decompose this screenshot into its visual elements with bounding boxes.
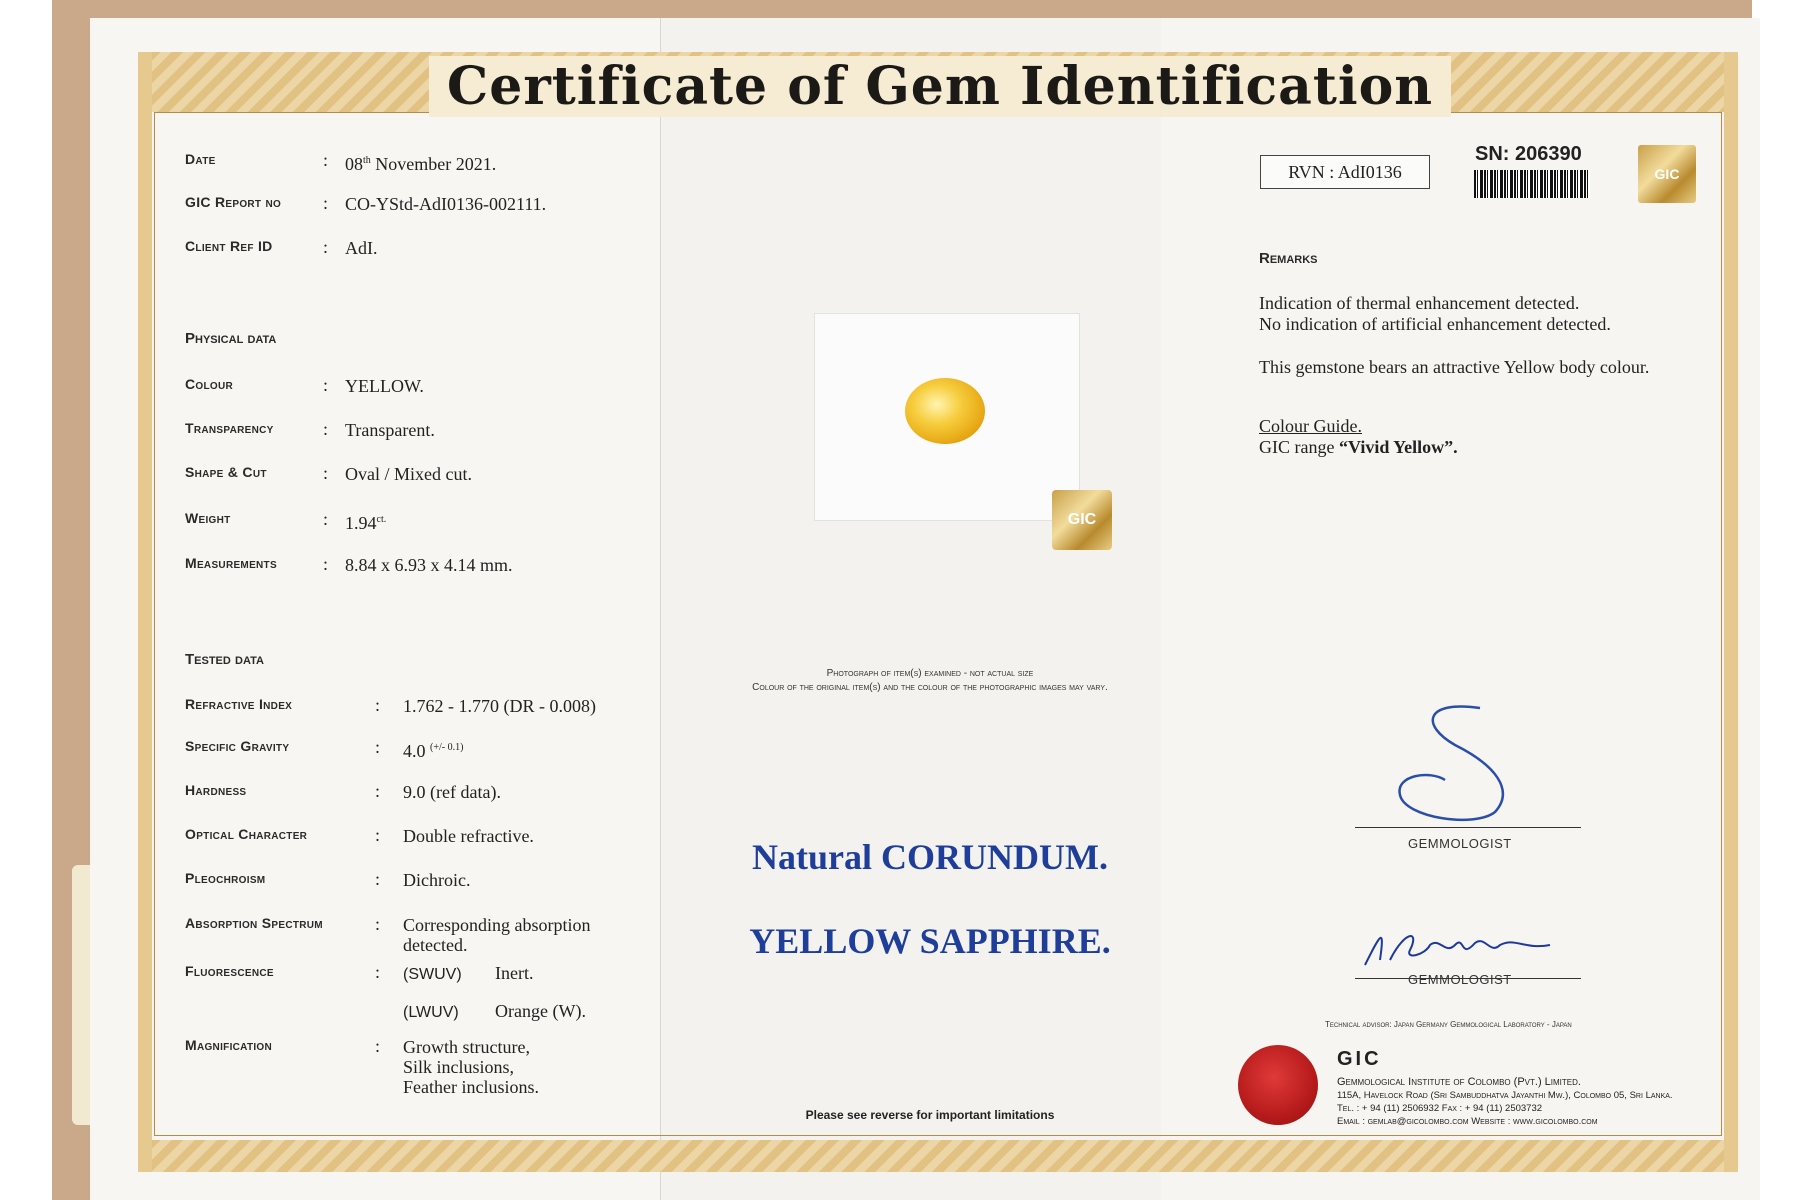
remark-artificial: No indication of artificial enhancement detected. [1259,314,1611,334]
weight-number: 1.94 [345,513,377,533]
sg-label: Specific Gravity [185,738,290,754]
sg-value [403,738,463,761]
colon: : [375,914,381,934]
lw-label: (LWUV) [403,1004,459,1021]
fluorescence-value [403,963,586,1023]
signature-2 [1350,915,1580,980]
sw-value: Inert. [495,963,534,983]
absorption-label: Absorption Spectrum [185,915,323,931]
colour-value: YELLOW. [345,376,424,396]
sg-row [185,738,463,761]
technical-advisor: Technical advisor: Japan Germany Gemmological Laboratory - Japan [1325,1020,1572,1029]
client-row [185,238,378,258]
barcode-icon [1474,170,1590,198]
remark-colour: This gemstone bears an attractive Yellow body colour. [1259,357,1650,377]
sg-number: 4.0 [403,741,426,761]
hardness-value: 9.0 (ref data). [403,782,501,802]
colour-row [185,376,424,396]
ri-row [185,696,596,716]
magnification-line2: Silk inclusions, [403,1057,515,1077]
weight-unit: ct. [376,514,387,525]
gic-hologram-icon: GIC [1638,145,1696,203]
result-species: Natural CORUNDUM. [752,837,1108,877]
date-rest: November 2021. [370,154,497,174]
transparency-label: Transparency [185,420,274,436]
colon: : [323,419,329,439]
result-variety: YELLOW SAPPHIRE. [749,921,1111,961]
ri-value: 1.762 - 1.770 (DR - 0.008) [403,696,596,716]
absorption-value [403,915,590,955]
date-day: 08 [345,154,363,174]
photo-caption-line1: Photograph of item(s) examined - not actual size [826,668,1034,679]
report-label: GIC Report no [185,194,282,210]
tested-heading: Tested data [185,651,264,668]
absorption-line2: detected. [403,935,468,955]
pleochroism-row [185,870,470,890]
colon: : [375,1036,381,1056]
yellow-sapphire-image [905,378,985,444]
colon: : [323,463,329,483]
colon: : [375,695,381,715]
transparency-value: Transparent. [345,420,435,440]
hardness-label: Hardness [185,782,247,798]
optical-row [185,826,534,846]
absorption-row [185,915,590,955]
weight-label: Weight [185,510,231,526]
date-label: Date [185,151,216,167]
magnification-row [185,1037,539,1097]
optical-label: Optical Character [185,826,308,842]
colon: : [323,193,329,213]
magnification-value [403,1037,539,1097]
gic-range [1259,437,1669,458]
transparency-row [185,420,435,440]
gic-logo-text: GIC [1337,1048,1382,1070]
pleochroism-label: Pleochroism [185,870,266,886]
client-value: AdI. [345,238,378,258]
weight-value [345,510,386,533]
colon: : [375,825,381,845]
colon: : [323,375,329,395]
optical-value: Double refractive. [403,826,534,846]
colon: : [323,237,329,257]
fluorescence-row [185,963,586,1023]
report-value: CO-YStd-AdI0136-002111. [345,194,547,214]
colon: : [375,869,381,889]
magnification-line3: Feather inclusions. [403,1077,539,1097]
gic-range-prefix: GIC range [1259,437,1339,457]
colour-guide: Colour Guide. [1259,416,1362,436]
date-value [345,151,496,174]
gemmologist-label-1: GEMMOLOGIST [1408,836,1512,851]
institute-phone: Tel. : + 94 (11) 2506932 Fax : + 94 (11) 2503732 [1337,1103,1543,1114]
sg-tolerance: (+/- 0.1) [430,742,464,753]
gic-hologram-icon: GIC [1052,490,1112,550]
date-sup: th [363,155,371,166]
frame-border-right [1724,52,1738,1172]
certificate-title-text: Certificate of Gem Identification [429,56,1451,117]
pleochroism-value: Dichroic. [403,870,471,890]
client-label: Client Ref ID [185,238,273,254]
lw-value: Orange (W). [495,1001,586,1021]
shape-value: Oval / Mixed cut. [345,464,472,484]
institute-name: Gemmological Institute of Colombo (Pvt.) Limited. [1337,1076,1581,1088]
date-row [185,151,496,174]
remark-thermal: Indication of thermal enhancement detected. [1259,293,1580,313]
physical-heading: Physical data [185,330,277,347]
gic-range-value: “Vivid Yellow”. [1338,437,1458,457]
rvn-box: RVN : AdI0136 [1260,155,1430,189]
remarks-heading: Remarks [1259,250,1318,267]
measurements-row [185,555,513,575]
measurements-label: Measurements [185,555,277,571]
colon: : [323,554,329,574]
signature-1 [1385,700,1535,825]
gemmologist-label-2: GEMMOLOGIST [1408,972,1512,987]
signature-line-1 [1355,827,1581,828]
shape-row [185,464,472,484]
certificate-title [150,52,1730,122]
serial-number: SN: 206390 [1475,143,1582,165]
shape-label: Shape & Cut [185,464,267,480]
magnification-label: Magnification [185,1037,273,1053]
paper-edge [72,865,90,1125]
photo-caption-line2: Colour of the original item(s) and the colour of the photographic images may vary. [752,682,1108,693]
weight-row [185,510,386,533]
ri-label: Refractive Index [185,696,293,712]
frame-border-bottom [138,1140,1738,1172]
sw-label: (SWUV) [403,966,462,983]
measurements-value: 8.84 x 6.93 x 4.14 mm. [345,555,513,575]
fluorescence-lw [403,1001,586,1023]
colon: : [323,150,329,170]
colon: : [375,962,381,982]
colour-label: Colour [185,376,234,392]
magnification-line1: Growth structure, [403,1037,530,1057]
institute-email: Email : gemlab@gicolombo.com Website : www.gicolombo.com [1337,1116,1598,1127]
fluorescence-sw [403,963,586,985]
colon: : [323,509,329,529]
absorption-line1: Corresponding absorption [403,915,591,935]
fluorescence-label: Fluorescence [185,963,274,979]
colon: : [375,781,381,801]
institute-address: 115A, Havelock Road (Sri Sambuddhatva Jayanthi Mw.), Colombo 05, Sri Lanka. [1337,1090,1673,1101]
limitations-note: Please see reverse for important limitations [805,1108,1055,1122]
colon: : [375,737,381,757]
hardness-row [185,782,501,802]
frame-border-left [138,52,152,1172]
red-wax-seal-icon [1238,1045,1318,1125]
report-row [185,194,546,214]
